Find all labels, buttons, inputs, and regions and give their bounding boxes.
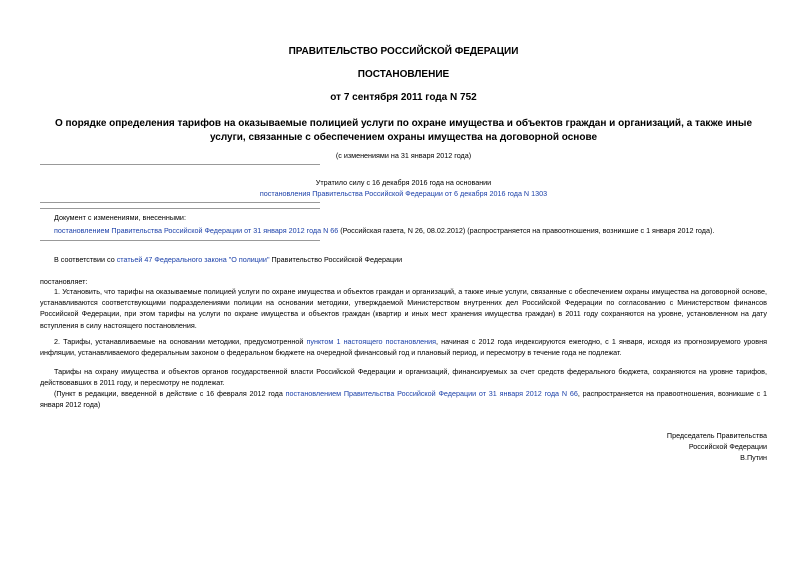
date-number-heading: от 7 сентября 2011 года N 752 [330, 92, 477, 103]
document-title: О порядке определения тарифов на оказываемые полицией услуги по охране имущества и объектов граждан и организаций, а также иные услуги, связанные с обеспечением охраны имущества на договорной основе [54, 118, 753, 143]
status-link-line [0, 188, 807, 199]
repeal-decree-link[interactable]: постановления Правительства Российской Федерации от 6 декабря 2016 года N 1303 [259, 189, 548, 198]
amendment-link[interactable]: постановлением Правительства Российской Федерации от 31 января 2012 года N 66 [285, 389, 578, 398]
divider [40, 164, 320, 165]
signature-block [667, 430, 767, 463]
divider [40, 240, 320, 241]
status-line: Утратило силу с 16 декабря 2016 года на основании [315, 178, 492, 187]
divider [40, 208, 320, 209]
decree-word: постановляет: [40, 277, 88, 286]
preamble [54, 254, 402, 265]
changes-line [54, 225, 767, 236]
clause-1-link[interactable]: пунктом 1 настоящего постановления [306, 337, 437, 346]
paragraph-3: Тарифы на охрану имущества и объектов органов государственной власти Российской Федерации и организаций, финансируемых за счет средств федерального бюджета, сохраняются на уровне тарифов, действовавших в 2011 году, и пересмотру не подлежат. [40, 367, 767, 388]
paragraph-2 [40, 336, 767, 358]
document-type-heading: ПОСТАНОВЛЕНИЕ [357, 69, 450, 80]
amending-decree-link[interactable]: постановлением Правительства Российской Федерации от 31 января 2012 года N 66 [54, 226, 339, 235]
government-heading: ПРАВИТЕЛЬСТВО РОССИЙСКОЙ ФЕДЕРАЦИИ [288, 46, 519, 57]
changes-tail: (Российская газета, N 26, 08.02.2012) (распространяется на правоотношения, возникшие с 1 января 2012 года). [338, 226, 715, 235]
signature-name: В.Путин [740, 453, 767, 462]
amended-note: (с изменениями на 31 января 2012 года) [335, 151, 472, 160]
signature-organization: Российской Федерации [688, 442, 767, 451]
police-law-link[interactable]: статьей 47 Федерального закона "О полиции" [116, 255, 270, 264]
preamble-prefix: В соответствии со [54, 255, 117, 264]
paragraph-1: 1. Установить, что тарифы на оказываемые полицией услуги по охране имущества и объектов граждан и организаций, а также иные услуги, связанные с обеспечением охраны имущества на договорной основе, устанавливаются соответствующими подразделениями полиции на основании методики, утверждаемой Министерством внутренних дел Российской Федерации по согласованию с Министерством финансов Российской Федерации, при этом тарифы на услуги по охране имущества и объектов граждан (квартир и иных мест хранения имущества граждан) в 2011 году сохраняются на уровне, установленном на дату вступления в силу настоящего постановления. [40, 287, 767, 330]
preamble-suffix: Правительство Российской Федерации [269, 255, 403, 264]
changes-label: Документ с изменениями, внесенными: [54, 213, 186, 222]
paragraph-2-suffix: , начиная с 2012 года индексируются ежегодно, с 1 января, исходя из прогнозируемого уровня инфляции, устанавливаемого федеральным законом о федеральном бюджете на очередной финансовый год и плановый период, и пересмотру в течение года не подлежат. [40, 337, 767, 358]
paragraph-4-suffix: , распространяется на правоотношения, возникшие с 1 января 2012 года) [40, 389, 768, 410]
paragraph-4-prefix: (Пункт в редакции, введенной в действие с 16 февраля 2012 года [54, 389, 286, 398]
paragraph-4 [40, 388, 767, 410]
paragraph-2-prefix: 2. Тарифы, устанавливаемые на основании методики, предусмотренной [54, 337, 307, 346]
divider [40, 202, 320, 203]
signature-position: Председатель Правительства [666, 431, 767, 440]
